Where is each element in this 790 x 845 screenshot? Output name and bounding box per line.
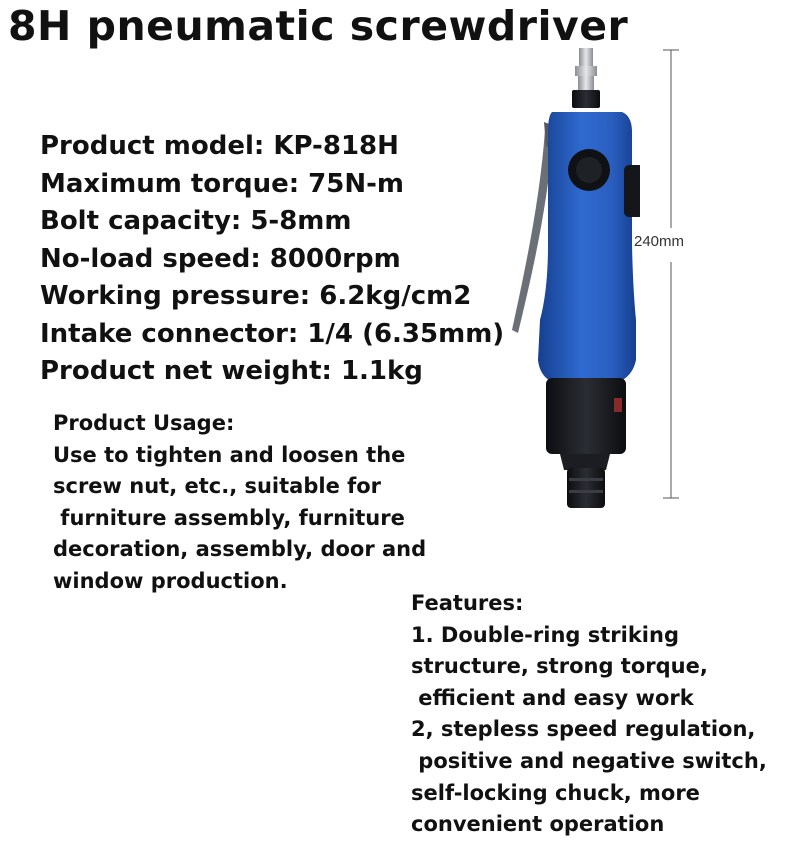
spec-list (40, 128, 504, 391)
spec-net-weight: Product net weight: 1.1kg (40, 356, 423, 386)
usage-line: Use to tighten and loosen the (53, 442, 406, 467)
usage-heading: Product Usage: (53, 411, 235, 435)
features-section (411, 588, 767, 841)
usage-line: screw nut, etc., suitable for (53, 474, 382, 499)
spec-bolt-capacity: Bolt capacity: 5-8mm (40, 206, 352, 236)
spec-intake-connector: Intake connector: 1/4 (6.35mm) (40, 318, 505, 349)
feature-line: structure, strong torque, (411, 654, 708, 679)
dimension-label: 240mm (634, 233, 685, 250)
air-inlet-fitting (572, 48, 600, 108)
feature-line: efficient and easy work (411, 685, 694, 710)
feature-line: self-locking chuck, more (411, 780, 700, 805)
product-title: 8H pneumatic screwdriver (8, 2, 629, 50)
pneumatic-screwdriver-image (500, 40, 640, 520)
feature-line: 1. Double-ring striking (411, 622, 679, 647)
feature-line: convenient operation (411, 812, 665, 837)
usage-line: window production. (53, 568, 288, 593)
usage-line: furniture assembly, furniture (53, 505, 405, 530)
features-heading: Features: (411, 591, 524, 615)
usage-section (53, 408, 426, 598)
spec-no-load-speed: No-load speed: 8000rpm (40, 243, 401, 274)
spec-max-torque: Maximum torque: 75N-m (40, 168, 404, 199)
feature-line: positive and negative switch, (411, 748, 767, 773)
spec-working-pressure: Working pressure: 6.2kg/cm2 (40, 281, 472, 311)
usage-line: decoration, assembly, door and (53, 537, 427, 562)
feature-line: 2, stepless speed regulation, (411, 717, 756, 742)
dimension-line (640, 40, 700, 510)
spec-model: Product model: KP-818H (40, 131, 399, 161)
